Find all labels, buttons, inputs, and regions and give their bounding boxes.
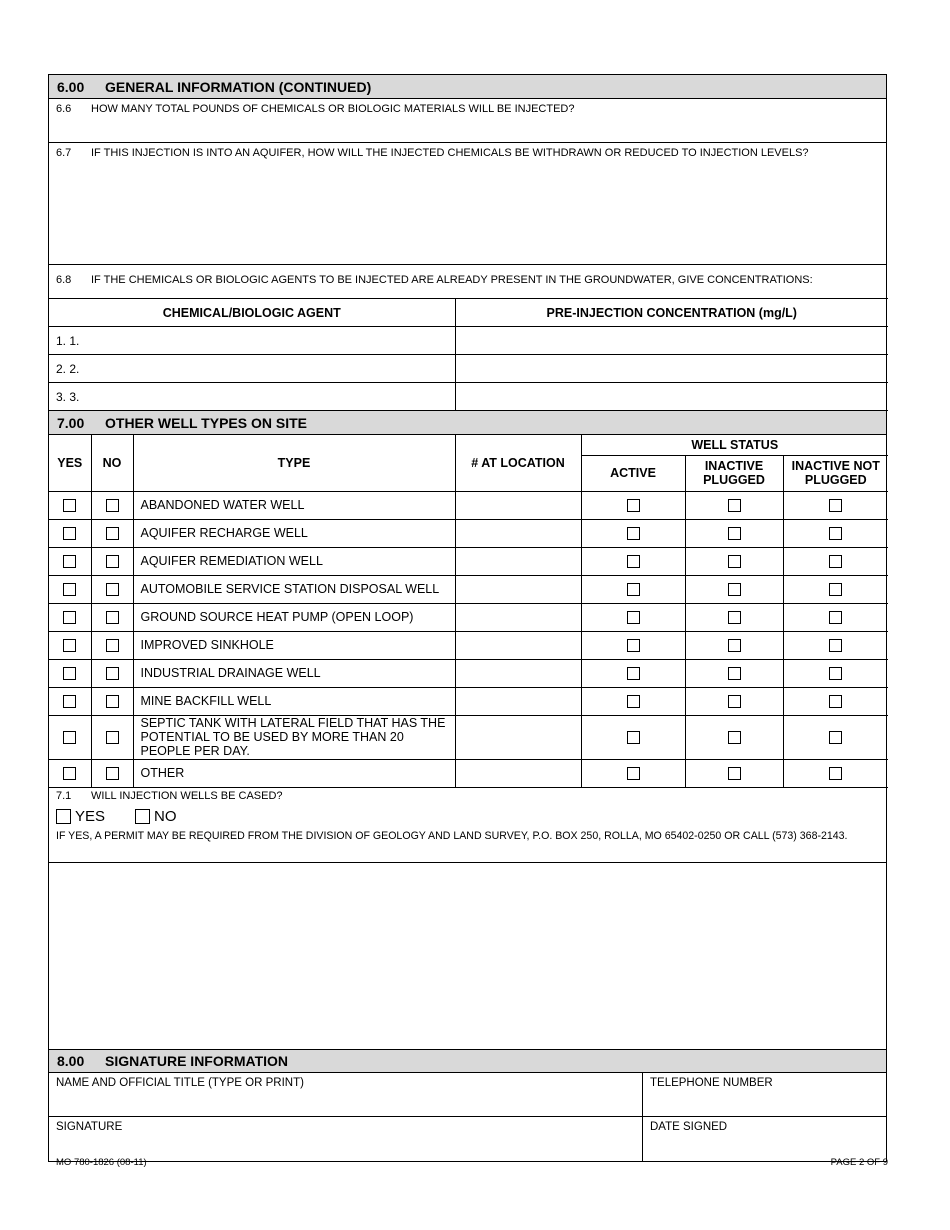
section-6-number: 6.00	[57, 78, 85, 95]
no-checkbox[interactable]	[106, 731, 119, 744]
active-checkbox[interactable]	[627, 499, 640, 512]
section-8-number: 8.00	[57, 1052, 85, 1069]
no-checkbox[interactable]	[106, 583, 119, 596]
agent-row	[49, 355, 888, 383]
yes-column-header: YES	[49, 435, 91, 491]
at-location-field[interactable]	[455, 575, 581, 603]
section-8-header	[49, 1049, 886, 1073]
active-checkbox[interactable]	[627, 695, 640, 708]
inactive-not-plugged-checkbox[interactable]	[829, 499, 842, 512]
telephone-label: TELEPHONE NUMBER	[650, 1076, 773, 1089]
question-6-8	[49, 265, 886, 298]
inactive-not-plugged-checkbox[interactable]	[829, 555, 842, 568]
active-checkbox[interactable]	[627, 639, 640, 652]
yes-checkbox[interactable]	[63, 695, 76, 708]
well-type-row	[49, 491, 888, 519]
inactive-plugged-checkbox[interactable]	[728, 611, 741, 624]
well-type-row	[49, 575, 888, 603]
question-6-8-number: 6.8	[56, 274, 72, 286]
active-checkbox[interactable]	[627, 583, 640, 596]
at-location-field[interactable]	[455, 759, 581, 787]
at-location-field[interactable]	[455, 519, 581, 547]
active-checkbox[interactable]	[627, 767, 640, 780]
active-checkbox[interactable]	[627, 611, 640, 624]
question-6-7[interactable]	[49, 143, 886, 265]
inactive-not-plugged-checkbox[interactable]	[829, 639, 842, 652]
cased-no-checkbox[interactable]	[135, 809, 150, 824]
inactive-not-plugged-checkbox[interactable]	[829, 767, 842, 780]
no-checkbox[interactable]	[106, 695, 119, 708]
yes-checkbox[interactable]	[63, 583, 76, 596]
agent-field[interactable]: 2. 2.	[49, 355, 455, 383]
cased-yes-label: YES	[75, 807, 106, 825]
well-types-table	[49, 435, 888, 788]
agent-field[interactable]: 3. 3.	[49, 383, 455, 411]
inactive-plugged-column-header: INACTIVE PLUGGED	[685, 455, 783, 491]
agent-field[interactable]: 1. 1.	[49, 327, 455, 355]
agent-row	[49, 327, 888, 355]
inactive-plugged-checkbox[interactable]	[728, 767, 741, 780]
at-location-field[interactable]	[455, 547, 581, 575]
section-7-header	[49, 411, 886, 435]
at-location-field[interactable]	[455, 631, 581, 659]
active-checkbox[interactable]	[627, 731, 640, 744]
at-location-field[interactable]	[455, 491, 581, 519]
inactive-plugged-checkbox[interactable]	[728, 667, 741, 680]
concentration-field[interactable]	[455, 327, 888, 355]
yes-checkbox[interactable]	[63, 527, 76, 540]
question-6-6-text: HOW MANY TOTAL POUNDS OF CHEMICALS OR BIOLOGIC MATERIALS WILL BE INJECTED?	[91, 103, 575, 115]
no-column-header: NO	[91, 435, 133, 491]
page-number: PAGE 2 OF 9	[830, 1157, 888, 1168]
at-location-field[interactable]	[455, 687, 581, 715]
well-type-row	[49, 547, 888, 575]
question-6-8-text: IF THE CHEMICALS OR BIOLOGIC AGENTS TO BE INJECTED ARE ALREADY PRESENT IN THE GROUNDWATER, GIVE CONCENTRATIONS:	[91, 274, 813, 286]
concentration-field[interactable]	[455, 355, 888, 383]
well-rows	[49, 491, 888, 787]
signature-label: SIGNATURE	[56, 1120, 123, 1133]
question-7-1	[49, 788, 886, 863]
cased-yes-checkbox[interactable]	[56, 809, 71, 824]
signature-row-2	[49, 1117, 886, 1161]
active-column-header: ACTIVE	[581, 455, 685, 491]
inactive-plugged-checkbox[interactable]	[728, 499, 741, 512]
blank-area[interactable]	[49, 863, 886, 1049]
inactive-not-plugged-checkbox[interactable]	[829, 695, 842, 708]
concentration-table	[49, 298, 888, 411]
inactive-not-plugged-checkbox[interactable]	[829, 583, 842, 596]
well-type-row	[49, 687, 888, 715]
no-checkbox[interactable]	[106, 667, 119, 680]
cased-no-label: NO	[154, 807, 177, 825]
no-checkbox[interactable]	[106, 499, 119, 512]
well-type-label: OTHER	[133, 759, 455, 787]
active-checkbox[interactable]	[627, 555, 640, 568]
inactive-plugged-checkbox[interactable]	[728, 695, 741, 708]
inactive-not-plugged-checkbox[interactable]	[829, 527, 842, 540]
concentration-field[interactable]	[455, 383, 888, 411]
section-7-title: OTHER WELL TYPES ON SITE	[105, 414, 307, 431]
name-title-label: NAME AND OFFICIAL TITLE (TYPE OR PRINT)	[56, 1076, 304, 1089]
active-checkbox[interactable]	[627, 527, 640, 540]
yes-checkbox[interactable]	[63, 499, 76, 512]
date-signed-field[interactable]	[643, 1117, 886, 1161]
permit-form	[48, 74, 887, 1162]
well-type-row	[49, 759, 888, 787]
well-type-label: AQUIFER RECHARGE WELL	[133, 519, 455, 547]
at-location-field[interactable]	[455, 659, 581, 687]
yes-checkbox[interactable]	[63, 731, 76, 744]
form-id: MO 780-1826 (08-11)	[56, 1157, 147, 1168]
well-type-label: INDUSTRIAL DRAINAGE WELL	[133, 659, 455, 687]
well-type-label: MINE BACKFILL WELL	[133, 687, 455, 715]
signature-row-1	[49, 1073, 886, 1117]
well-type-label: IMPROVED SINKHOLE	[133, 631, 455, 659]
well-type-row	[49, 715, 888, 759]
at-location-column-header: # AT LOCATION	[455, 435, 581, 491]
well-type-label: GROUND SOURCE HEAT PUMP (OPEN LOOP)	[133, 603, 455, 631]
inactive-plugged-checkbox[interactable]	[728, 639, 741, 652]
section-6-title: GENERAL INFORMATION (CONTINUED)	[105, 78, 372, 95]
well-type-row	[49, 659, 888, 687]
no-checkbox[interactable]	[106, 767, 119, 780]
question-6-6-number: 6.6	[56, 103, 72, 115]
well-type-label: AQUIFER REMEDIATION WELL	[133, 547, 455, 575]
no-checkbox[interactable]	[106, 555, 119, 568]
well-type-row	[49, 631, 888, 659]
type-column-header: TYPE	[133, 435, 455, 491]
no-checkbox[interactable]	[106, 639, 119, 652]
inactive-not-plugged-checkbox[interactable]	[829, 667, 842, 680]
inactive-plugged-checkbox[interactable]	[728, 583, 741, 596]
active-checkbox[interactable]	[627, 667, 640, 680]
no-checkbox[interactable]	[106, 527, 119, 540]
yes-checkbox[interactable]	[63, 639, 76, 652]
concentration-column-header: PRE-INJECTION CONCENTRATION (mg/L)	[455, 299, 888, 327]
telephone-field[interactable]	[643, 1073, 886, 1116]
section-6-header	[49, 75, 886, 99]
inactive-plugged-checkbox[interactable]	[728, 731, 741, 744]
inactive-not-plugged-checkbox[interactable]	[829, 611, 842, 624]
inactive-plugged-checkbox[interactable]	[728, 555, 741, 568]
signature-field[interactable]	[49, 1117, 643, 1161]
question-6-7-text: IF THIS INJECTION IS INTO AN AQUIFER, HOW WILL THE INJECTED CHEMICALS BE WITHDRAWN OR REDUCED TO INJECTION LEVELS?	[91, 147, 809, 159]
question-6-6[interactable]	[49, 99, 886, 143]
well-type-row	[49, 603, 888, 631]
yes-checkbox[interactable]	[63, 611, 76, 624]
agent-row	[49, 383, 888, 411]
inactive-not-plugged-checkbox[interactable]	[829, 731, 842, 744]
well-type-label: ABANDONED WATER WELL	[133, 491, 455, 519]
date-signed-label: DATE SIGNED	[650, 1120, 728, 1133]
inactive-not-plugged-column-header: INACTIVE NOT PLUGGED	[783, 455, 888, 491]
yes-checkbox[interactable]	[63, 767, 76, 780]
question-7-1-number: 7.1	[56, 789, 72, 802]
section-8-title: SIGNATURE INFORMATION	[105, 1052, 289, 1069]
at-location-field[interactable]	[455, 715, 581, 759]
yes-checkbox[interactable]	[63, 667, 76, 680]
well-type-label: AUTOMOBILE SERVICE STATION DISPOSAL WELL	[133, 575, 455, 603]
no-checkbox[interactable]	[106, 611, 119, 624]
well-type-label: SEPTIC TANK WITH LATERAL FIELD THAT HAS THE POTENTIAL TO BE USED BY MORE THAN 20 PEOPLE PER DAY.	[133, 715, 455, 759]
at-location-field[interactable]	[455, 603, 581, 631]
well-type-row	[49, 519, 888, 547]
agent-column-header: CHEMICAL/BIOLOGIC AGENT	[49, 299, 455, 327]
question-7-1-text: WILL INJECTION WELLS BE CASED?	[91, 789, 283, 802]
section-7-number: 7.00	[57, 414, 85, 431]
name-title-field[interactable]	[49, 1073, 643, 1116]
well-status-header: WELL STATUS	[581, 435, 888, 455]
inactive-plugged-checkbox[interactable]	[728, 527, 741, 540]
question-6-7-number: 6.7	[56, 147, 72, 159]
permit-note: IF YES, A PERMIT MAY BE REQUIRED FROM THE DIVISION OF GEOLOGY AND LAND SURVEY, P.O. BOX 250, ROLLA, MO 65402-0250 OR CALL (573) 368-2143.	[56, 829, 848, 842]
yes-checkbox[interactable]	[63, 555, 76, 568]
